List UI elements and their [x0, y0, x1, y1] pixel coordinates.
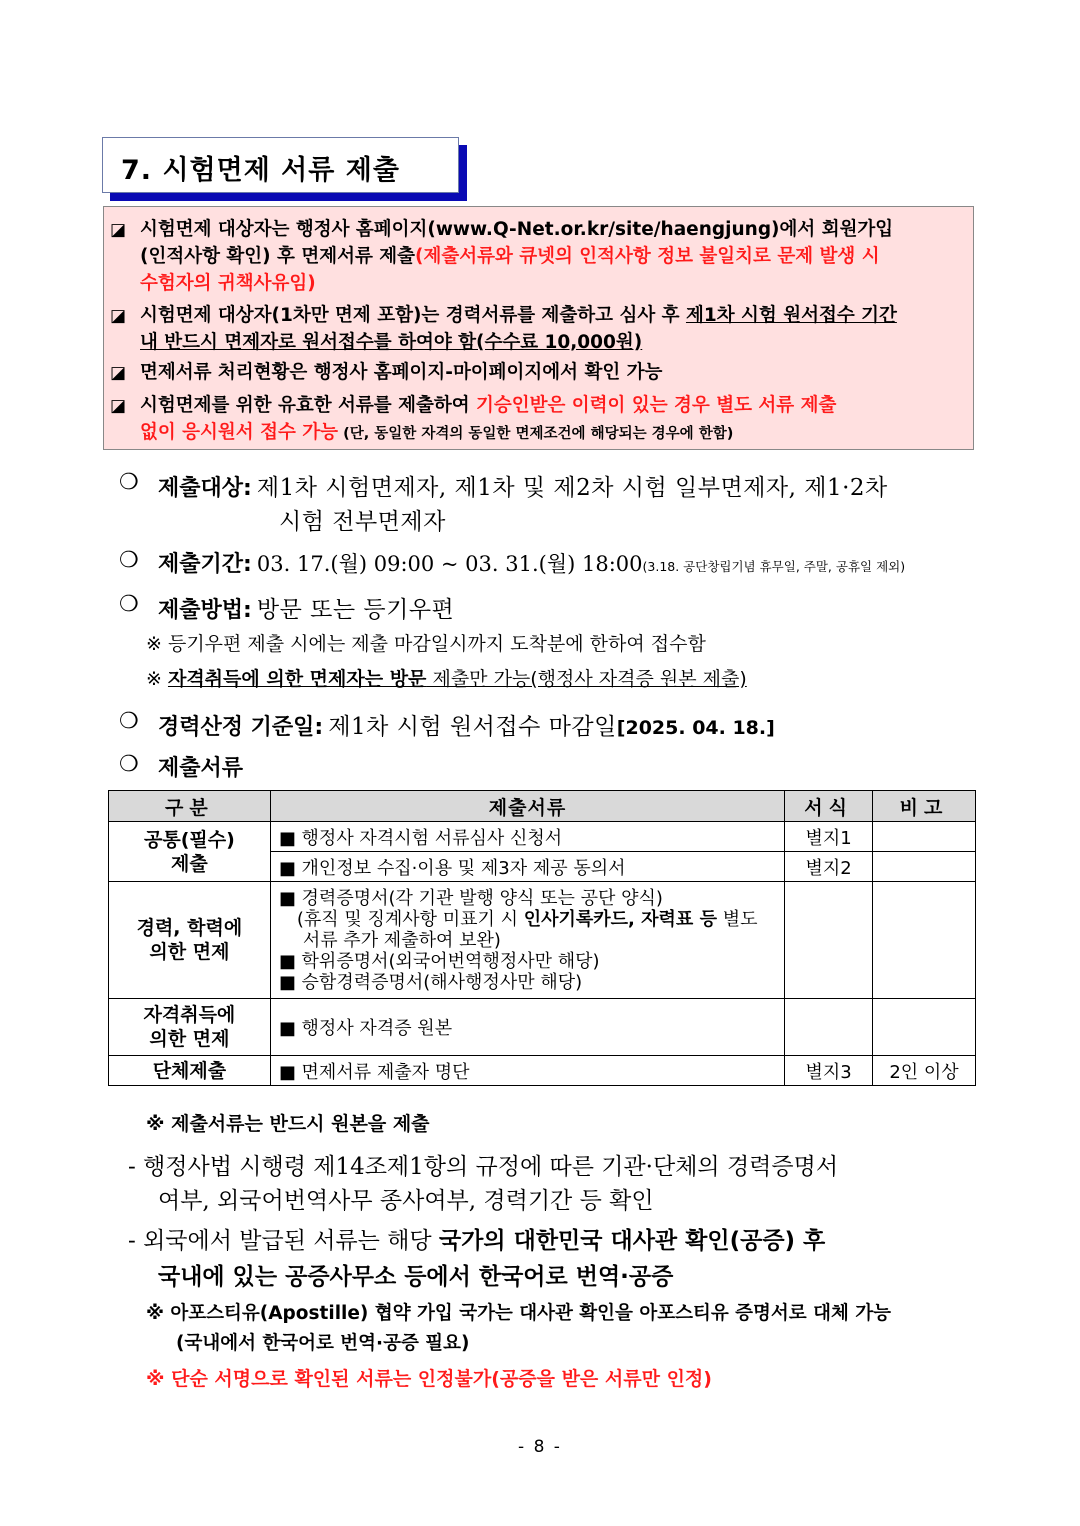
- circle-bullet-icon: ❍: [119, 592, 139, 617]
- notice-item-3: ◪ 면제서류 처리현황은 행정사 홈페이지-마이페이지에서 확인 가능: [110, 360, 662, 386]
- original-note: ※ 제출서류는 반드시 원본을 제출: [146, 1113, 430, 1135]
- checkbox-icon: ◪: [110, 363, 127, 383]
- circle-bullet-icon: ❍: [119, 709, 139, 734]
- form-cell: 별지2: [785, 852, 873, 882]
- doc-line: (휴직 및 징계사항 미표기 시 인사기록카드, 자력표 등 별도: [296, 908, 758, 930]
- checkbox-icon: ◪: [110, 396, 127, 416]
- documents-table: [108, 790, 976, 1086]
- doc-cell: [270, 882, 784, 999]
- checkbox-icon: ◪: [110, 306, 127, 326]
- table-row: [109, 999, 976, 1056]
- doc-cell: ■ 개인정보 수집·이용 및 제3자 제공 동의서: [270, 852, 784, 882]
- page-number: - 8 -: [518, 1437, 562, 1457]
- dash1-line-1: - 행정사법 시행령 제14조제1항의 규정에 따른 기관·단체의 경력증명서: [128, 1154, 839, 1180]
- note-cell: [873, 822, 976, 852]
- category-license: 자격취득에 의한 면제: [109, 999, 271, 1056]
- table-row: [109, 1056, 976, 1086]
- circle-bullet-icon: ❍: [119, 752, 139, 777]
- dash2-line-2: 국내에 있는 공증사무소 등에서 한국어로 번역·공증: [158, 1264, 674, 1290]
- notice-item-4-line-2: 없이 응시원서 접수 가능 (단, 동일한 자격의 동일한 면제조건에 해당되는 경우에 한함): [140, 422, 734, 443]
- notice-item-1-line-1: ◪ 시험면제 대상자는 행정사 홈페이지(www.Q-Net.or.kr/site/haengjung)에서 회원가입: [110, 217, 893, 243]
- doc-line: ■ 학위증명서(외국어번역행정사만 해당): [278, 950, 600, 972]
- doc-line: ■ 경력증명서(각 기관 발행 양식 또는 공단 양식): [278, 887, 663, 909]
- doc-line: 서류 추가 제출하여 보완): [302, 929, 501, 951]
- header-form: 서식: [785, 791, 873, 822]
- apostille-line-2: (국내에서 한국어로 번역·공증 필요): [176, 1333, 470, 1354]
- note-cell: [873, 882, 976, 999]
- checkbox-icon: ◪: [110, 220, 127, 240]
- method-note-1: ※ 등기우편 제출 시에는 제출 마감일시까지 도착분에 한하여 접수함: [146, 633, 706, 655]
- apostille-line-1: ※ 아포스티유(Apostille) 협약 가입 국가는 대사관 확인을 아포스티유 증명서로 대체 가능: [146, 1303, 892, 1324]
- header-category: 구분: [109, 791, 271, 822]
- circle-bullet-icon: ❍: [119, 548, 139, 573]
- header-documents: 제출서류: [270, 791, 784, 822]
- note-cell: [873, 852, 976, 882]
- circle-bullet-icon: ❍: [119, 470, 139, 495]
- note-cell: [873, 999, 976, 1056]
- notice-item-1-line-3: 수험자의 귀책사유임): [140, 273, 316, 294]
- table-row: [109, 882, 976, 999]
- header-note: 비고: [873, 791, 976, 822]
- method-note-2: ※ 자격취득에 의한 면제자는 방문 제출만 가능(행정사 자격증 원본 제출): [146, 668, 747, 690]
- note-cell: 2인 이상: [873, 1056, 976, 1086]
- target-line-2: 시험 전부면제자: [279, 509, 446, 535]
- notice-box: [103, 206, 974, 450]
- dash1-line-2: 여부, 외국어번역사무 종사여부, 경력기간 등 확인: [158, 1188, 654, 1214]
- docs-heading: 제출서류: [158, 756, 244, 781]
- notice-item-2-line-1: ◪ 시험면제 대상자(1차만 면제 포함)는 경력서류를 제출하고 심사 후 제1차 시험 원서접수 기간: [110, 303, 897, 329]
- table-header-row: [109, 791, 976, 822]
- doc-cell: ■ 면제서류 제출자 명단: [270, 1056, 784, 1086]
- red-note: ※ 단순 서명으로 확인된 서류는 인정불가(공증을 받은 서류만 인정): [146, 1368, 712, 1390]
- table-row: [109, 822, 976, 852]
- doc-cell: ■ 행정사 자격증 원본: [270, 999, 784, 1056]
- category-career: 경력, 학력에 의한 면제: [109, 882, 271, 999]
- target-line-1: 제출대상: 제1차 시험면제자, 제1차 및 제2차 시험 일부면제자, 제1·2차: [158, 475, 888, 501]
- section-title: 7. 시험면제 서류 제출: [121, 155, 400, 186]
- notice-item-4-line-1: ◪ 시험면제를 위한 유효한 서류를 제출하여 기승인받은 이력이 있는 경우 별도 서류 제출: [110, 393, 836, 419]
- period-line: 제출기간: 03. 17.(월) 09:00 ~ 03. 31.(월) 18:00(3.18. 공단창립기념 휴무일, 주말, 공휴일 제외): [158, 552, 906, 577]
- category-group: 단체제출: [109, 1056, 271, 1086]
- doc-line: ■ 승함경력증명서(해사행정사만 해당): [278, 971, 583, 993]
- notice-item-1-line-2: (인적사항 확인) 후 면제서류 제출(제출서류와 큐넷의 인적사항 정보 불일치로 문제 발생 시: [140, 246, 880, 267]
- form-cell: 별지1: [785, 822, 873, 852]
- notice-item-2-line-2: 내 반드시 면제자로 원서접수를 하여야 함(수수료 10,000원): [140, 332, 643, 353]
- section-heading-box: [102, 137, 459, 193]
- method-line: 제출방법: 방문 또는 등기우편: [158, 597, 455, 623]
- dash2-line-1: - 외국에서 발급된 서류는 해당 국가의 대한민국 대사관 확인(공증) 후: [128, 1228, 826, 1254]
- form-cell: 별지3: [785, 1056, 873, 1086]
- career-base-line: 경력산정 기준일: 제1차 시험 원서접수 마감일[2025. 04. 18.]: [158, 714, 775, 740]
- form-cell: [785, 999, 873, 1056]
- form-cell: [785, 882, 873, 999]
- category-common: 공통(필수) 제출: [109, 822, 271, 882]
- doc-cell: ■ 행정사 자격시험 서류심사 신청서: [270, 822, 784, 852]
